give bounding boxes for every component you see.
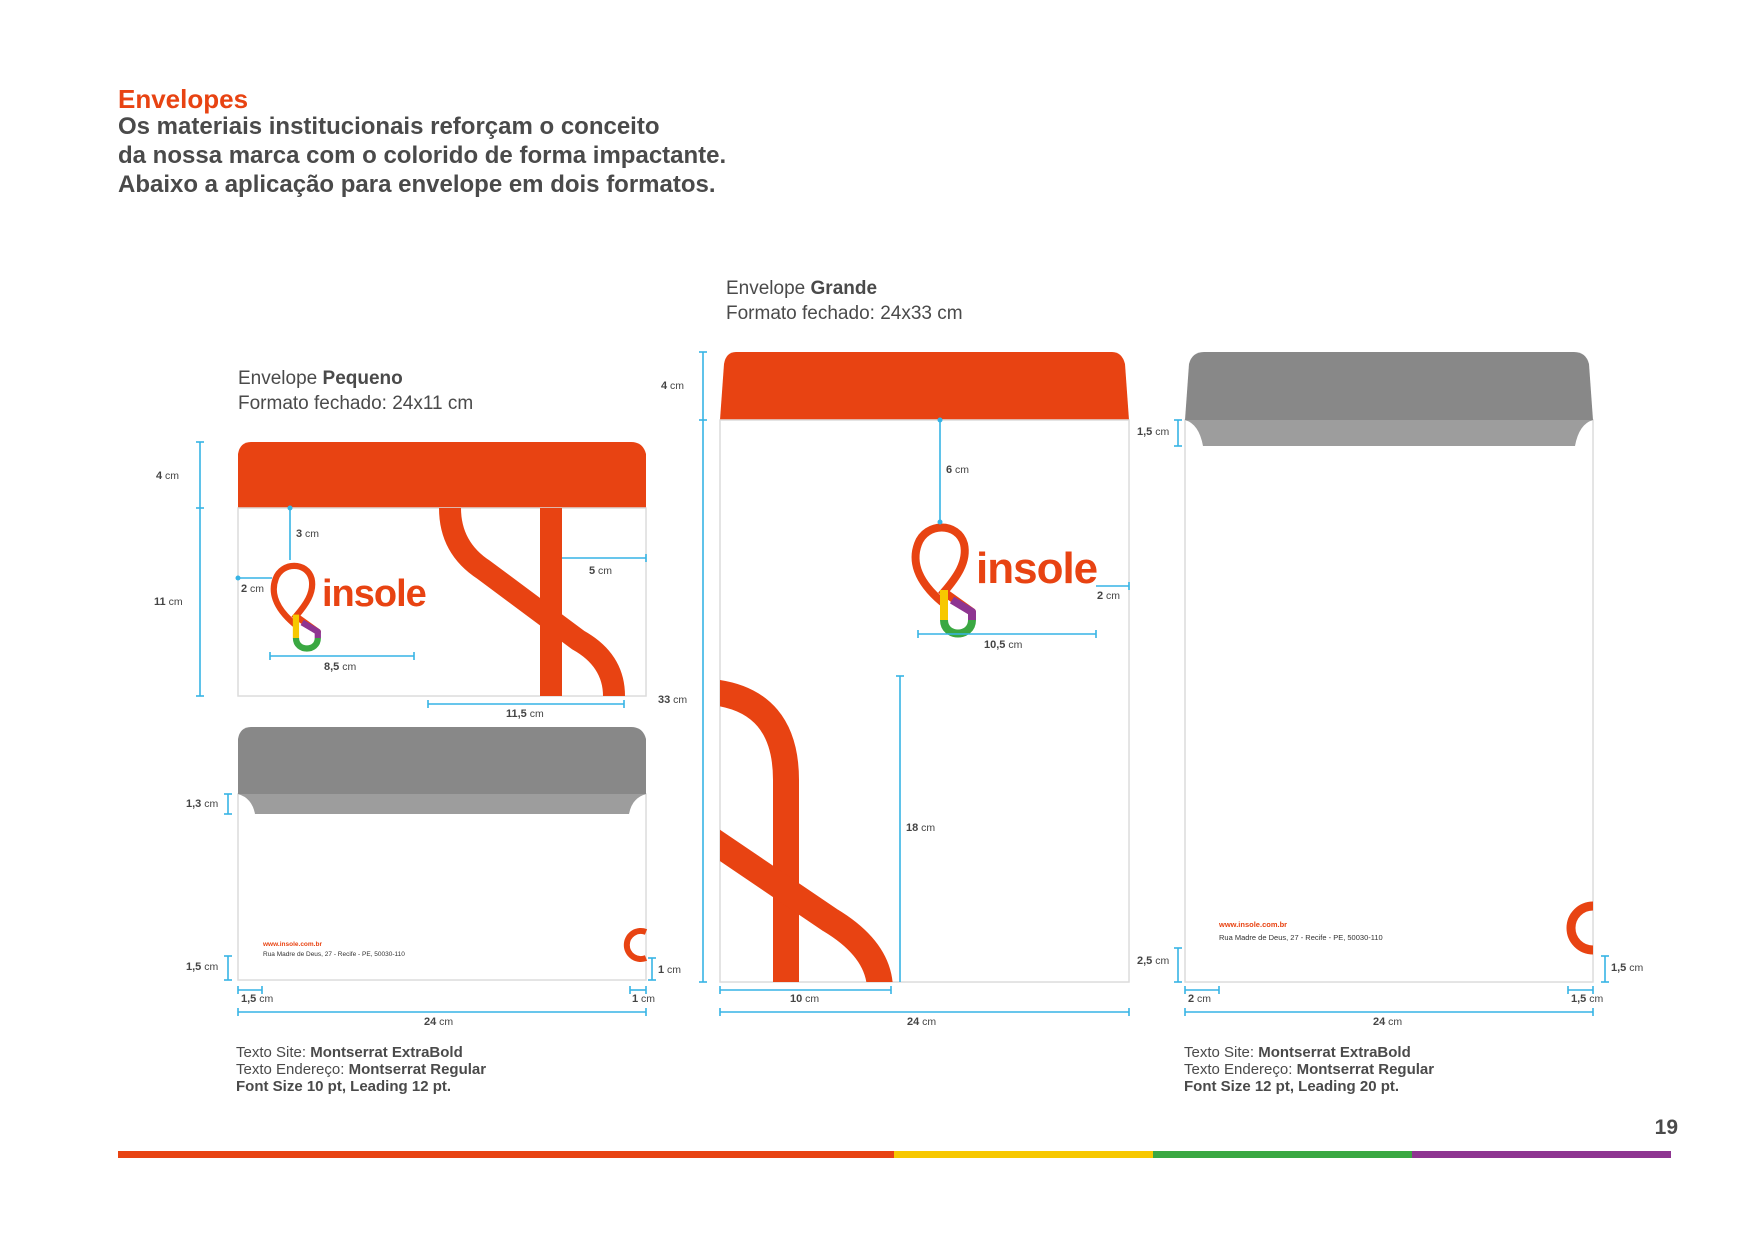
small-logo-wordmark: insole xyxy=(322,573,426,615)
dim-small-logo-top: 3 cm xyxy=(296,528,320,540)
dim-large-mark-right: 1,5 cm xyxy=(1571,993,1604,1005)
large-typography-spec: Texto Site: Montserrat ExtraBold Texto Endereço: Montserrat Regular Font Size 12 pt, Leading 20 pt. xyxy=(1184,1044,1435,1095)
dim-large-stripe-width: 10 cm xyxy=(790,993,820,1005)
small-back-flap xyxy=(238,727,646,794)
large-front-flap xyxy=(720,352,1129,420)
dim-small-back-flap: 1,3 cm xyxy=(186,798,219,810)
dim-large-address-left: 2 cm xyxy=(1188,993,1212,1005)
footer-bar-orange xyxy=(118,1151,894,1158)
dim-large-logo-top: 6 cm xyxy=(946,464,970,476)
dim-small-address-bottom: 1,5 cm xyxy=(186,961,219,973)
large-address-block xyxy=(1219,918,1383,944)
page-number: 19 xyxy=(1654,1116,1678,1139)
footer-bar-purple xyxy=(1412,1151,1671,1158)
small-typography-spec: Texto Site: Montserrat ExtraBold Texto Endereço: Montserrat Regular Font Size 10 pt, Leading 12 pt. xyxy=(236,1044,487,1095)
dim-large-address-bottom: 2,5 cm xyxy=(1137,955,1170,967)
large-caption-name: Grande xyxy=(810,278,878,299)
dim-small-address-left: 1,5 cm xyxy=(241,993,274,1005)
large-address-text: Rua Madre de Deus, 27 - Recife - PE, 50030-110 xyxy=(1219,933,1383,942)
dim-large-logo-right: 2 cm xyxy=(1097,590,1121,602)
small-front-flap xyxy=(238,442,646,508)
large-site-text: www.insole.com.br xyxy=(1219,920,1288,929)
dim-small-flap: 4 cm xyxy=(156,470,180,482)
large-envelope-back xyxy=(1185,352,1593,982)
dim-small-width: 24 cm xyxy=(424,1016,454,1028)
small-address-text: Rua Madre de Deus, 27 - Recife - PE, 50030-110 xyxy=(263,951,405,958)
small-site-text: www.insole.com.br xyxy=(263,941,322,948)
large-back-flap xyxy=(1185,352,1593,420)
footer-bar-yellow xyxy=(894,1151,1153,1158)
intro-line-1: Os materiais institucionais reforçam o conceito xyxy=(118,113,660,140)
small-envelope-front xyxy=(238,442,646,700)
dim-large-mark-bottom: 1,5 cm xyxy=(1611,962,1644,974)
page-title: Envelopes xyxy=(118,84,249,114)
footer-bar-green xyxy=(1153,1151,1412,1158)
dim-small-mark-right: 1 cm xyxy=(632,993,656,1005)
dim-small-mark-bottom: 1 cm xyxy=(658,964,682,976)
dim-small-logo-width: 8,5 cm xyxy=(324,661,357,673)
dim-large-back-width: 24 cm xyxy=(1373,1016,1403,1028)
intro-line-3: Abaixo a aplicação para envelope em dois formatos. xyxy=(118,171,716,198)
dim-small-height: 11 cm xyxy=(154,596,183,608)
dim-large-width: 24 cm xyxy=(907,1016,937,1028)
dim-small-stripe-width: 11,5 cm xyxy=(506,708,544,720)
dim-small-logo-left: 2 cm xyxy=(241,583,265,595)
dim-large-back-flap: 1,5 cm xyxy=(1137,426,1170,438)
dim-large-flap: 4 cm xyxy=(661,380,685,392)
dim-large-logo-width: 10,5 cm xyxy=(984,639,1023,651)
small-caption-prefix: Envelope xyxy=(238,368,323,389)
dim-large-stripe-height: 18 cm xyxy=(906,822,936,834)
dim-small-stripe-right: 5 cm xyxy=(589,565,613,577)
dim-large-height: 33 cm xyxy=(658,694,688,706)
large-logo-wordmark: insole xyxy=(976,544,1098,593)
small-address-block xyxy=(263,940,405,960)
intro-line-2: da nossa marca com o colorido de forma impactante. xyxy=(118,142,727,169)
small-format: Formato fechado: 24x11 cm xyxy=(238,393,474,414)
large-format: Formato fechado: 24x33 cm xyxy=(726,303,963,324)
large-caption-prefix: Envelope xyxy=(726,278,811,299)
small-caption-name: Pequeno xyxy=(322,368,403,389)
large-envelope-front xyxy=(712,352,1129,990)
